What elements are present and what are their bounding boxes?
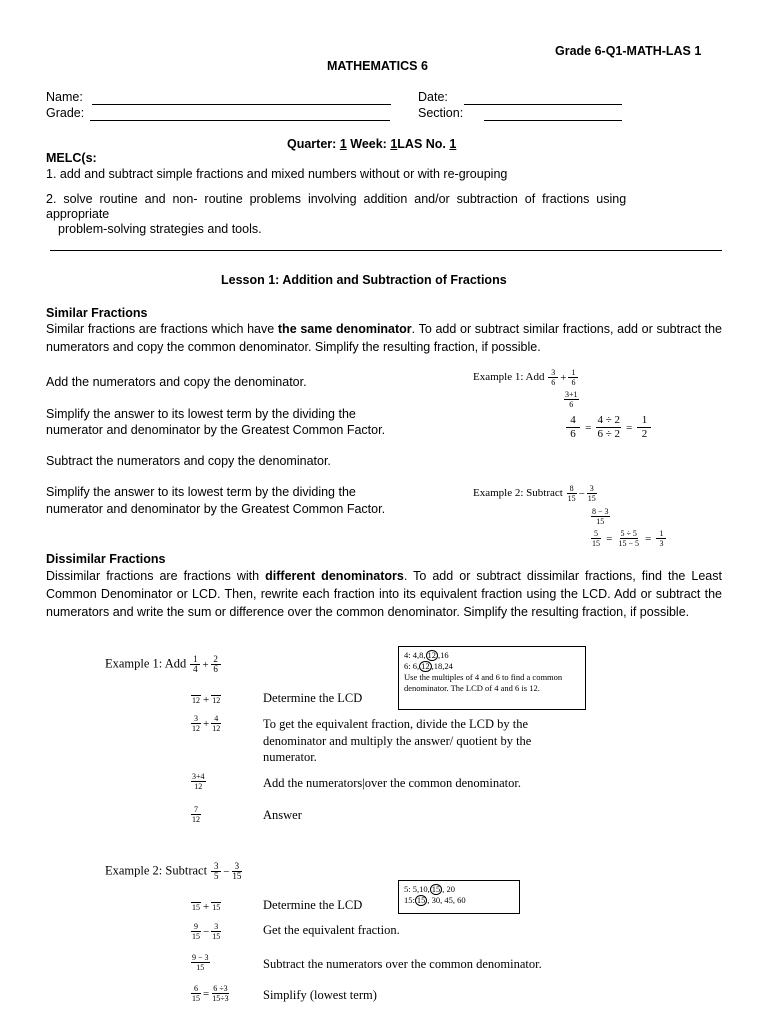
den: 2 [641, 428, 648, 440]
lesson-title: Lesson 1: Addition and Subtraction of Fractions [221, 273, 507, 287]
num: 3+1 [565, 390, 578, 399]
den: 15 [192, 903, 200, 913]
text: ,16 [438, 650, 449, 660]
similar-intro-bold: the same denominator [277, 322, 412, 336]
num: 3 [587, 484, 597, 494]
den: 15 [592, 539, 600, 548]
num: 4 ÷ 2 [597, 414, 621, 426]
text: 4: 4,8, [404, 650, 426, 660]
dis-ex2-step-4: Simplify (lowest term) [263, 988, 377, 1002]
den: 15 [567, 494, 576, 503]
dis-ex2-step-1: Determine the LCD [263, 898, 363, 912]
minus-sign: − [203, 925, 210, 938]
text: , 30, 45, 60 [427, 895, 466, 905]
num: 3 [232, 862, 242, 872]
section-line[interactable] [484, 120, 622, 121]
den: 6 ÷ 2 [597, 428, 621, 440]
dissimilar-heading: Dissimilar Fractions [46, 552, 166, 566]
text: ,18,24 [431, 661, 453, 671]
similar-ex1-step-2 [565, 414, 652, 441]
den: 15 [192, 932, 200, 941]
dissimilar-ex1-label: Example 1: Add [105, 656, 187, 671]
lcd-box-example-1 [398, 646, 586, 710]
equals-sign: = [585, 421, 592, 434]
den: 12 [212, 696, 221, 706]
equals-sign: = [203, 987, 210, 1000]
similar-step-4-line-1: Simplify the answer to its lowest term by the dividing the [46, 485, 356, 499]
num: 7 [191, 805, 201, 815]
dissimilar-ex2-label: Example 2: Subtract [105, 863, 208, 878]
text: 6: 6, [404, 661, 420, 671]
num: 4 [566, 414, 580, 428]
similar-ex2-step-1 [590, 507, 611, 526]
dis-ex1-step-4: Answer [263, 808, 302, 822]
grade-line[interactable] [90, 120, 390, 121]
melc-item-1: 1. add and subtract simple fractions and mixed numbers without or with re-grouping [46, 167, 508, 181]
dissimilar-example-1 [105, 655, 222, 674]
name-label: Name: [46, 90, 83, 104]
lcd-circle: 12 [427, 650, 436, 660]
similar-step-3: Subtract the numerators and copy the denominator. [46, 454, 331, 468]
den: 15 [596, 517, 605, 526]
num: 1 [190, 655, 200, 665]
dis-ex1-row-1 [190, 692, 222, 707]
num: 1 [637, 414, 651, 428]
lcd-circle: 15 [431, 884, 441, 894]
den: 6 [571, 378, 576, 387]
similar-step-1: Add the numerators and copy the denominator. [46, 375, 307, 389]
dis-ex1-step-2-line-3: numerator. [263, 750, 317, 764]
similar-ex2-step-2 [590, 529, 667, 548]
lcd-note: Use the multiples of 4 and 6 to find a common denominator. The LCD of 4 and 6 is 12. [404, 672, 563, 693]
dis-ex1-step-3: Add the numerators|over the common denominator. [263, 776, 521, 790]
quarter-value: 1 [339, 137, 347, 151]
den: 12 [192, 696, 200, 706]
similar-example-2 [473, 484, 598, 503]
dissimilar-intro-text-a: Dissimilar fractions are fractions with [46, 569, 266, 583]
melc-title: MELC(s: [46, 151, 97, 165]
num: 6 [191, 984, 201, 994]
equals-sign: = [645, 532, 652, 545]
las-label: LAS No. [397, 137, 446, 151]
quarter-label: Quarter: [287, 137, 337, 151]
divider [50, 250, 722, 251]
den: 12 [192, 815, 200, 824]
week-label: Week: [350, 137, 387, 151]
minus-sign: − [223, 865, 230, 878]
subject-title: MATHEMATICS 6 [327, 59, 428, 73]
text: 15: [404, 895, 415, 905]
name-line[interactable] [92, 104, 391, 105]
multiples-of-4 [404, 650, 580, 661]
den: 6 [570, 428, 576, 440]
similar-step-4-line-2: numerator and denominator by the Greatest Common Factor. [46, 502, 386, 516]
grade-label: Grade: [46, 106, 85, 120]
equals-sign: = [626, 421, 633, 434]
text: 5: 5,10, [404, 884, 430, 894]
similar-ex1-label: Example 1: Add [473, 371, 545, 384]
plus-sign: + [203, 694, 210, 707]
num: 1 [656, 529, 666, 539]
lcd-circle: 15 [416, 895, 426, 905]
dis-ex2-row-2 [190, 922, 222, 941]
dis-ex2-row-3 [190, 953, 211, 972]
similar-step-2-line-2: numerator and denominator by the Greatest Common Factor. [46, 423, 386, 437]
dis-ex1-step-2-line-2: denominator and multiply the answer/ quotient by the [263, 734, 532, 748]
den: 6 [569, 400, 574, 409]
date-label: Date: [418, 90, 448, 104]
quarter-week-line [287, 137, 456, 151]
plus-sign: + [203, 901, 210, 914]
den: 12 [192, 724, 200, 733]
lcd-box-example-2 [398, 880, 520, 914]
den: 15 [196, 963, 205, 972]
den: 15÷3 [212, 994, 229, 1003]
num: 8 [567, 484, 577, 494]
multiples-of-15 [404, 895, 514, 906]
dissimilar-intro-bold: different denominators [265, 569, 404, 583]
num: 1 [568, 368, 578, 378]
dis-ex2-row-1 [190, 899, 222, 914]
den: 15 [212, 903, 221, 913]
num: 9 [191, 922, 201, 932]
den: 15 − 5 [618, 539, 639, 548]
week-value: 1 [390, 137, 398, 151]
dissimilar-intro-text-b: . To add or subtract dissimilar fractions, find the Least Common Denominator or LCD. Then, rewrite each fraction into its equivalent fraction using the LCD. Add or subtract the numerators and write the sum or difference over the common denominator. Simplify the resulting fraction, if possible. [46, 569, 722, 619]
similar-step-2-line-1: Simplify the answer to its lowest term by the dividing the [46, 407, 356, 421]
dis-ex1-row-3 [190, 772, 207, 791]
num: 6 ÷3 [213, 984, 228, 993]
den: 3 [659, 539, 664, 548]
den: 15 [232, 871, 242, 881]
dis-ex1-row-4 [190, 805, 202, 824]
num: 8 − 3 [592, 507, 609, 516]
lcd-circle: 12 [421, 661, 430, 671]
num: 3 [211, 862, 221, 872]
plus-sign: + [202, 658, 209, 671]
equals-sign: = [606, 532, 613, 545]
num: 5 [591, 529, 601, 539]
dissimilar-example-2 [105, 862, 243, 881]
dis-ex2-step-2: Get the equivalent fraction. [263, 923, 400, 937]
multiples-of-5 [404, 884, 514, 895]
dis-ex1-step-1: Determine the LCD [263, 691, 363, 705]
num: 3 [211, 922, 221, 932]
num: 5 ÷ 5 [620, 529, 637, 538]
dis-ex2-row-4 [190, 984, 231, 1003]
similar-intro-text-b: . To add or subtract similar fractions, add or subtract the numerators and copy the common denominator. Simplify the resulting fraction, if possible. [46, 322, 722, 354]
den: 5 [213, 871, 219, 881]
similar-heading: Similar Fractions [46, 306, 148, 320]
similar-ex2-label: Example 2: Subtract [473, 487, 563, 500]
den: 6 [213, 664, 218, 674]
similar-ex1-step-1 [563, 390, 580, 409]
las-value: 1 [449, 137, 457, 151]
similar-intro-text-a: Similar fractions are fractions which have [46, 322, 278, 336]
text: , 20 [442, 884, 455, 894]
num: 9 − 3 [192, 953, 209, 962]
den: 12 [194, 782, 203, 791]
melc-item-2-line-3: problem-solving strategies and tools. [58, 222, 262, 236]
den: 15 [192, 994, 200, 1003]
den: 4 [193, 664, 198, 674]
date-line[interactable] [464, 104, 622, 105]
den: 15 [212, 932, 221, 941]
den: 12 [212, 724, 221, 733]
plus-sign: + [203, 717, 210, 730]
num: 4 [211, 714, 221, 724]
melc-item-2-line-1: 2. solve routine and non- routine problems involving addition and/or subtraction of fractions using [46, 192, 627, 206]
minus-sign: − [578, 487, 585, 500]
dis-ex2-step-3: Subtract the numerators over the common denominator. [263, 957, 542, 971]
section-label: Section: [418, 106, 464, 120]
dissimilar-intro [46, 567, 722, 621]
similar-intro [46, 320, 722, 356]
den: 6 [551, 378, 556, 387]
num: 3+4 [192, 772, 205, 781]
multiples-of-6 [404, 661, 580, 672]
plus-sign: + [560, 371, 567, 384]
den: 15 [587, 494, 596, 503]
melc-item-2-line-2: appropriate [46, 207, 110, 221]
document-code: Grade 6-Q1-MATH-LAS 1 [555, 44, 702, 58]
dis-ex1-step-2-line-1: To get the equivalent fraction, divide the LCD by the [263, 717, 529, 731]
num: 3 [191, 714, 201, 724]
dis-ex1-row-2 [190, 714, 222, 733]
similar-example-1 [473, 368, 579, 387]
num: 3 [548, 368, 558, 378]
num: 2 [211, 655, 221, 665]
